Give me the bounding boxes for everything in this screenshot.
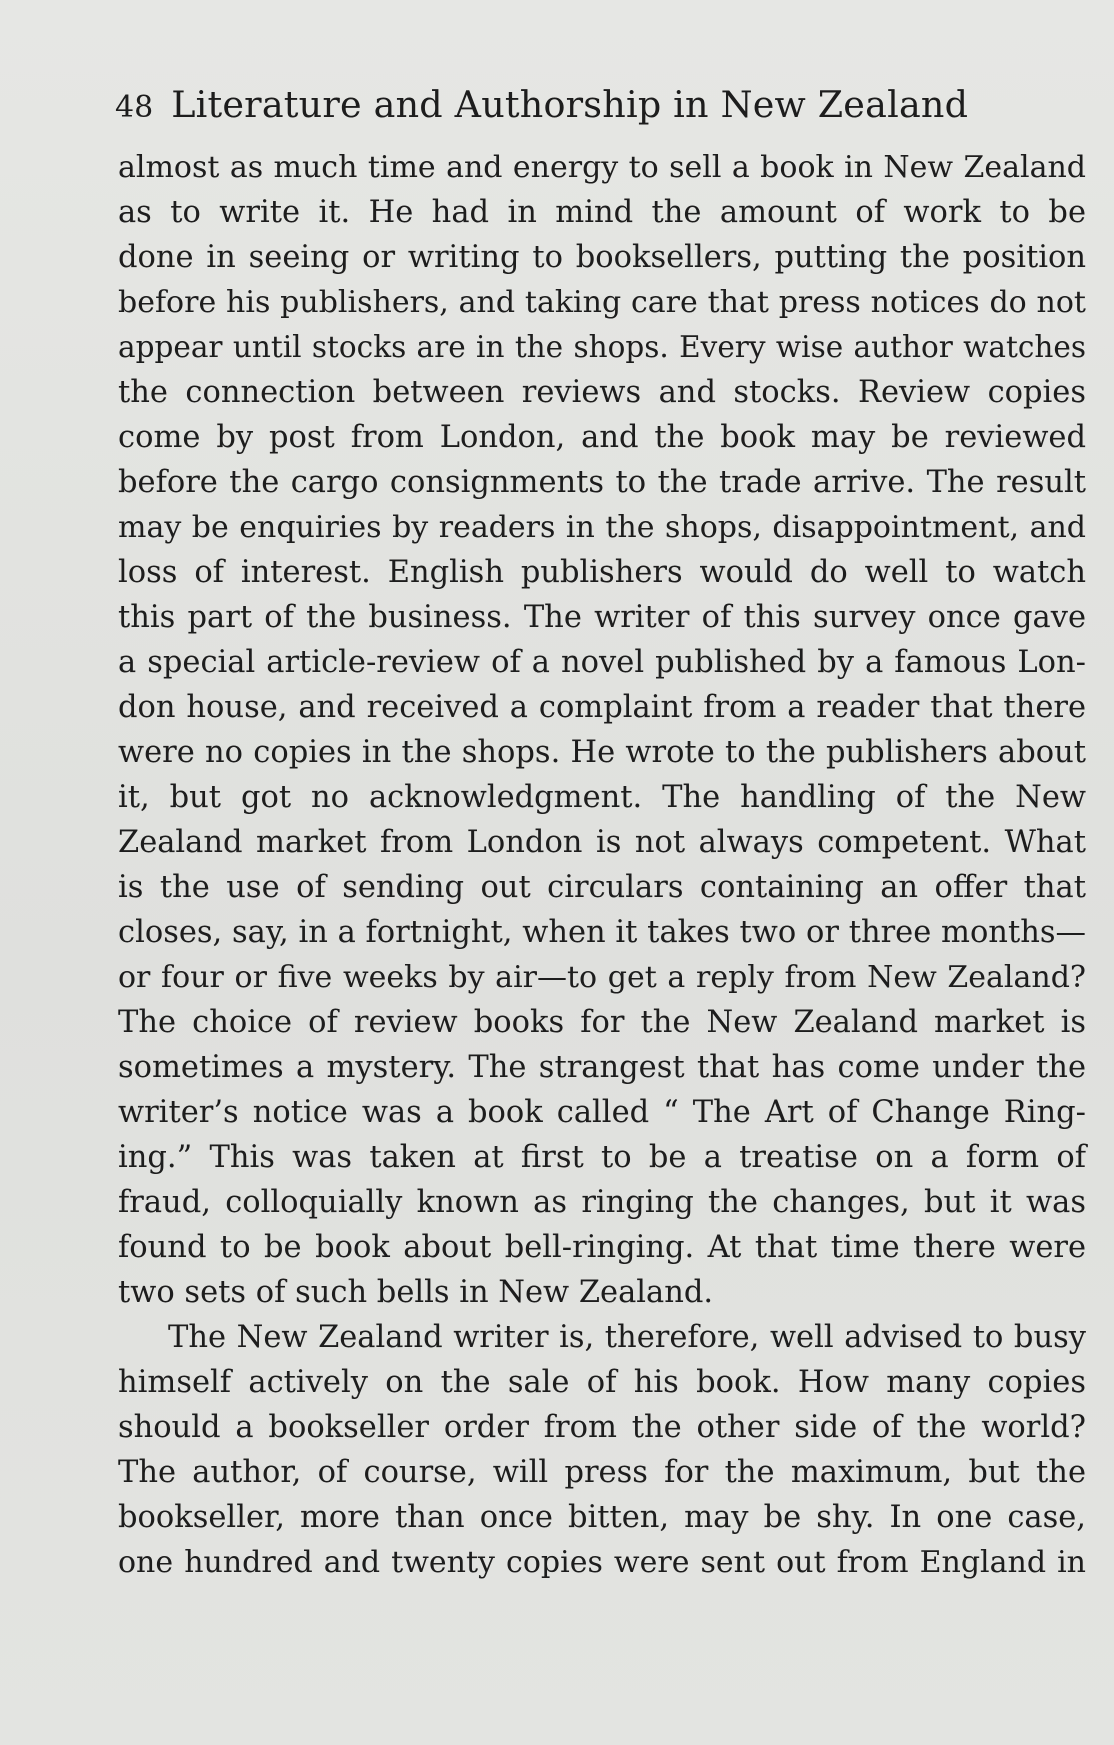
text-line: the connection between reviews and stocks. Review copies: [118, 375, 1086, 410]
text-line: or four or five weeks by air—to get a reply from New Zealand?: [118, 960, 1086, 995]
running-title: Literature and Authorship in New Zealand: [171, 83, 969, 126]
text-line: The author, of course, will press for the maximum, but the: [118, 1455, 1086, 1490]
text-line: loss of interest. English publishers would do well to watch: [118, 555, 1086, 590]
text-line: before the cargo consignments to the trade arrive. The result: [118, 465, 1086, 500]
text-line: almost as much time and energy to sell a book in New Zealand: [118, 150, 1086, 185]
text-line: don house, and received a complaint from a reader that there: [118, 690, 1086, 725]
text-line: before his publishers, and taking care that press notices do not: [118, 285, 1086, 320]
text-line: a special article-review of a novel published by a famous Lon-: [118, 645, 1086, 680]
text-line: found to be book about bell-ringing. At that time there were: [118, 1230, 1086, 1265]
text-line: is the use of sending out circulars containing an offer that: [118, 870, 1086, 905]
text-line: ing.” This was taken at first to be a treatise on a form of: [118, 1140, 1086, 1175]
text-line: it, but got no acknowledgment. The handling of the New: [118, 780, 1086, 815]
text-line: were no copies in the shops. He wrote to the publishers about: [118, 735, 1086, 770]
text-line: fraud, colloquially known as ringing the changes, but it was: [118, 1185, 1086, 1220]
paragraph-start-line: The New Zealand writer is, therefore, well advised to busy: [168, 1320, 1086, 1355]
text-line: closes, say, in a fortnight, when it takes two or three months—: [118, 915, 1086, 950]
text-line: writer’s notice was a book called “ The Art of Change Ring-: [118, 1095, 1086, 1130]
page-number: 48: [115, 90, 154, 125]
page-header: [115, 80, 975, 130]
text-line: Zealand market from London is not always competent. What: [118, 825, 1086, 860]
text-line: sometimes a mystery. The strangest that has come under the: [118, 1050, 1086, 1085]
text-line: one hundred and twenty copies were sent out from England in: [118, 1545, 1086, 1580]
text-line: The choice of review books for the New Zealand market is: [118, 1005, 1086, 1040]
text-line: bookseller, more than once bitten, may be shy. In one case,: [118, 1500, 1086, 1535]
text-line: as to write it. He had in mind the amount of work to be: [118, 195, 1086, 230]
body-text: [118, 145, 1086, 1585]
text-line: himself actively on the sale of his book. How many copies: [118, 1365, 1086, 1400]
text-line: appear until stocks are in the shops. Every wise author watches: [118, 330, 1086, 364]
text-line: should a bookseller order from the other side of the world?: [118, 1410, 1086, 1445]
text-line: come by post from London, and the book may be reviewed: [118, 420, 1086, 455]
text-line: this part of the business. The writer of this survey once gave: [118, 600, 1086, 635]
paragraph-end-line: two sets of such bells in New Zealand.: [118, 1275, 714, 1310]
text-line: may be enquiries by readers in the shops, disappointment, and: [118, 510, 1086, 545]
text-line: done in seeing or writing to booksellers, putting the position: [118, 240, 1086, 275]
